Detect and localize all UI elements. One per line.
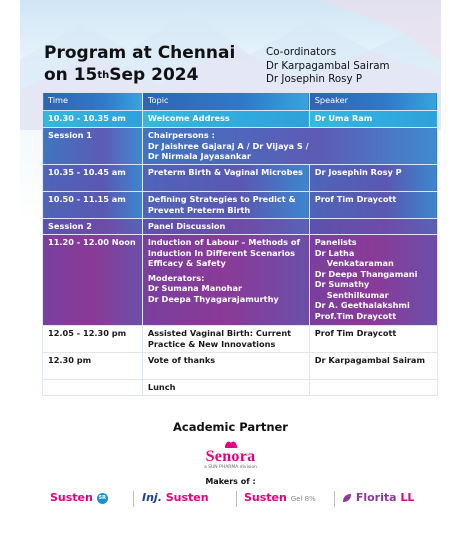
row-topic: Induction of Labour – Methods of Induction In Different Scenarios Efficacy & Safety Moderators: Dr Sumana Manohar Dr Deepa Thyagarajamurthy — [142, 235, 309, 326]
academic-partner-heading: Academic Partner — [173, 420, 288, 434]
table-row — [43, 192, 438, 219]
row-time: 11.20 - 12.00 Noon — [43, 235, 143, 326]
table-row — [43, 111, 438, 128]
row-panelists: Panelists Dr Latha Venkataraman Dr Deepa Thangamani Dr Sumathy Senthilkumar Dr A. Geethalakshmi Prof.Tim Draycott — [309, 235, 437, 326]
row-speaker: Dr Uma Ram — [309, 111, 437, 128]
brand-strip — [30, 489, 431, 511]
row-topic: Assisted Vaginal Birth: Current Practice & New Innovations — [142, 326, 309, 353]
brand-susten-sr: Susten SR — [50, 491, 106, 504]
row-topic: Welcome Address — [142, 111, 309, 128]
brand-inj-susten: Inj. Susten — [142, 491, 209, 504]
brand-divider — [334, 491, 335, 507]
coordinator-name: Dr Karpagambal Sairam — [266, 59, 390, 72]
row-speaker: Prof Tim Draycott — [309, 192, 437, 219]
title-line-1: Program at Chennai — [44, 43, 236, 63]
row-time: 10.30 - 10.35 am — [43, 111, 143, 128]
coordinators — [266, 46, 390, 87]
table-row — [43, 219, 438, 235]
brand-susten-gel: Susten Gel 8% — [244, 491, 316, 504]
title-line-2: on 15thSep 2024 — [44, 65, 199, 85]
header-time: Time — [43, 93, 143, 111]
row-topic: Preterm Birth & Vaginal Microbes — [142, 165, 309, 192]
program-card — [20, 0, 441, 535]
table-row — [43, 380, 438, 396]
row-speaker: Dr Josephin Rosy P — [309, 165, 437, 192]
program-table — [42, 92, 438, 396]
coordinator-name: Dr Josephin Rosy P — [266, 73, 363, 85]
row-speaker: Dr Karpagambal Sairam — [309, 353, 437, 380]
makers-label: Makers of : — [205, 477, 256, 486]
table-row — [43, 326, 438, 353]
row-time — [43, 380, 143, 396]
table-row — [43, 165, 438, 192]
row-time: Session 2 — [43, 219, 143, 235]
row-topic: Panel Discussion — [142, 219, 309, 235]
row-topic: Lunch — [142, 380, 309, 396]
page-title — [44, 42, 235, 89]
row-time: Session 1 — [43, 128, 143, 165]
coordinators-label: Co-ordinators — [266, 46, 337, 58]
table-header — [43, 93, 438, 111]
row-time: 12.05 - 12.30 pm — [43, 326, 143, 353]
florita-leaf-icon — [342, 493, 352, 503]
table-row — [43, 128, 438, 165]
row-time: 10.35 - 10.45 am — [43, 165, 143, 192]
row-topic: Defining Strategies to Predict & Prevent Preterm Birth — [142, 192, 309, 219]
senora-logo: Senora a SUN PHARMA division — [20, 440, 441, 470]
senora-emblem-icon — [223, 440, 239, 448]
row-speaker — [309, 219, 437, 235]
brand-divider — [133, 491, 134, 507]
row-chairpersons: Chairpersons : Dr Jaishree Gajaraj A / Dr Vijaya S / Dr Nirmala Jayasankar — [142, 128, 437, 165]
table-row — [43, 353, 438, 380]
row-topic: Vote of thanks — [142, 353, 309, 380]
header-speaker: Speaker — [309, 93, 437, 111]
row-time: 12.30 pm — [43, 353, 143, 380]
table-row — [43, 235, 438, 326]
brand-divider — [236, 491, 237, 507]
row-speaker — [309, 380, 437, 396]
row-time: 10.50 - 11.15 am — [43, 192, 143, 219]
brand-florita-ll: Florita LL — [342, 491, 414, 504]
header-topic: Topic — [142, 93, 309, 111]
row-speaker: Prof Tim Draycott — [309, 326, 437, 353]
